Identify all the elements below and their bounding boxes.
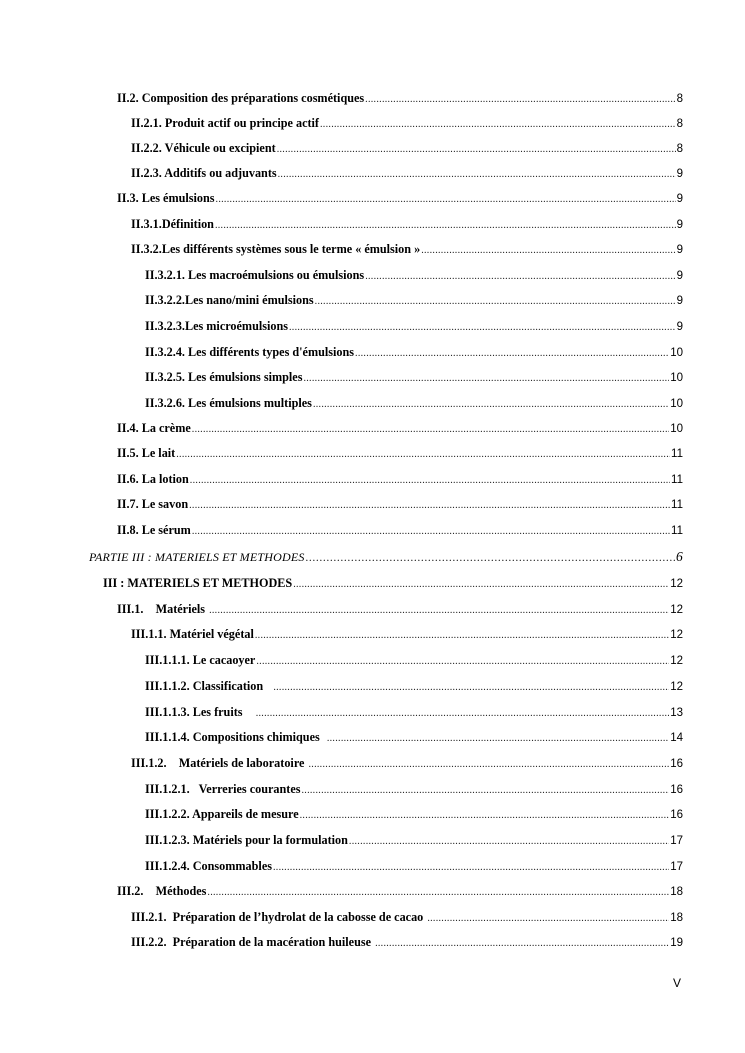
toc-entry[interactable]: II.3.2.5. Les émulsions simples ..... 10 bbox=[145, 369, 683, 387]
toc-entry[interactable]: II.3.2.3.Les microémulsions ..... 9 bbox=[145, 318, 683, 336]
toc-entry[interactable]: III.1.2. Matériels de laboratoire ..... 16 bbox=[131, 755, 683, 773]
toc-entry[interactable]: II.2.2. Véhicule ou excipient ..... 8 bbox=[131, 140, 683, 158]
toc-entry[interactable]: II.3.2.1. Les macroémulsions ou émulsions ..... 9 bbox=[145, 267, 683, 285]
toc-entry[interactable]: III.1. Matériels ..... 12 bbox=[117, 601, 683, 619]
toc-entry[interactable]: II.7. Le savon ..... 11 bbox=[117, 496, 683, 514]
toc-entry[interactable]: II.2.1. Produit actif ou principe actif ..... 8 bbox=[131, 115, 683, 133]
toc-entry[interactable]: III.1.2.3. Matériels pour la formulation ..... 17 bbox=[145, 832, 683, 850]
toc-entry[interactable]: II.3.2.6. Les émulsions multiples ..... 10 bbox=[145, 395, 683, 413]
toc-entry[interactable]: III.2.1. Préparation de l’hydrolat de la cabosse de cacao ..... 18 bbox=[131, 909, 683, 927]
toc-entry[interactable]: II.8. Le sérum ..... 11 bbox=[117, 522, 683, 540]
toc-entry[interactable]: III.1.2.4. Consommables ..... 17 bbox=[145, 858, 683, 876]
toc-entry[interactable]: III.1.1.2. Classification ..... 12 bbox=[145, 678, 683, 696]
toc-part-heading[interactable]: PARTIE III : MATERIELS ET METHODES ..... 6 bbox=[89, 549, 683, 565]
toc-entry[interactable]: II.3. Les émulsions ..... 9 bbox=[117, 190, 683, 208]
toc-entry[interactable]: II.5. Le lait ..... 11 bbox=[117, 445, 683, 463]
toc-entry[interactable]: III.1.1.4. Compositions chimiques ..... 14 bbox=[145, 729, 683, 747]
toc-entry[interactable]: II.6. La lotion ..... 11 bbox=[117, 471, 683, 489]
toc-entry[interactable]: III.1.1. Matériel végétal ..... 12 bbox=[131, 626, 683, 644]
toc-entry[interactable]: III.2.2. Préparation de la macération huileuse ..... 19 bbox=[131, 934, 683, 952]
toc-entry[interactable]: II.4. La crème ..... 10 bbox=[117, 420, 683, 438]
page-number: V bbox=[672, 976, 681, 990]
toc-entry[interactable]: II.3.2.Les différents systèmes sous le terme « émulsion » ..... 9 bbox=[131, 241, 683, 259]
toc-entry[interactable]: III.1.1.3. Les fruits ..... 13 bbox=[145, 704, 683, 722]
toc-entry[interactable]: III.1.2.2. Appareils de mesure ..... 16 bbox=[145, 806, 683, 824]
toc-entry[interactable]: II.3.1.Définition ..... 9 bbox=[131, 216, 683, 234]
toc-entry[interactable]: II.2. Composition des préparations cosmétiques ..... 8 bbox=[117, 90, 683, 108]
toc-entry[interactable]: II.3.2.4. Les différents types d'émulsions ..... 10 bbox=[145, 344, 683, 362]
toc-entry[interactable]: III.1.1.1. Le cacaoyer ..... 12 bbox=[145, 652, 683, 670]
toc-entry[interactable]: III.1.2.1. Verreries courantes ..... 16 bbox=[145, 781, 683, 799]
toc-entry[interactable]: III : MATERIELS ET METHODES ..... 12 bbox=[103, 575, 683, 593]
toc-entry[interactable]: II.3.2.2.Les nano/mini émulsions ..... 9 bbox=[145, 292, 683, 310]
toc-entry[interactable]: II.2.3. Additifs ou adjuvants ..... 9 bbox=[131, 165, 683, 183]
toc-entry[interactable]: III.2. Méthodes ..... 18 bbox=[117, 883, 683, 901]
